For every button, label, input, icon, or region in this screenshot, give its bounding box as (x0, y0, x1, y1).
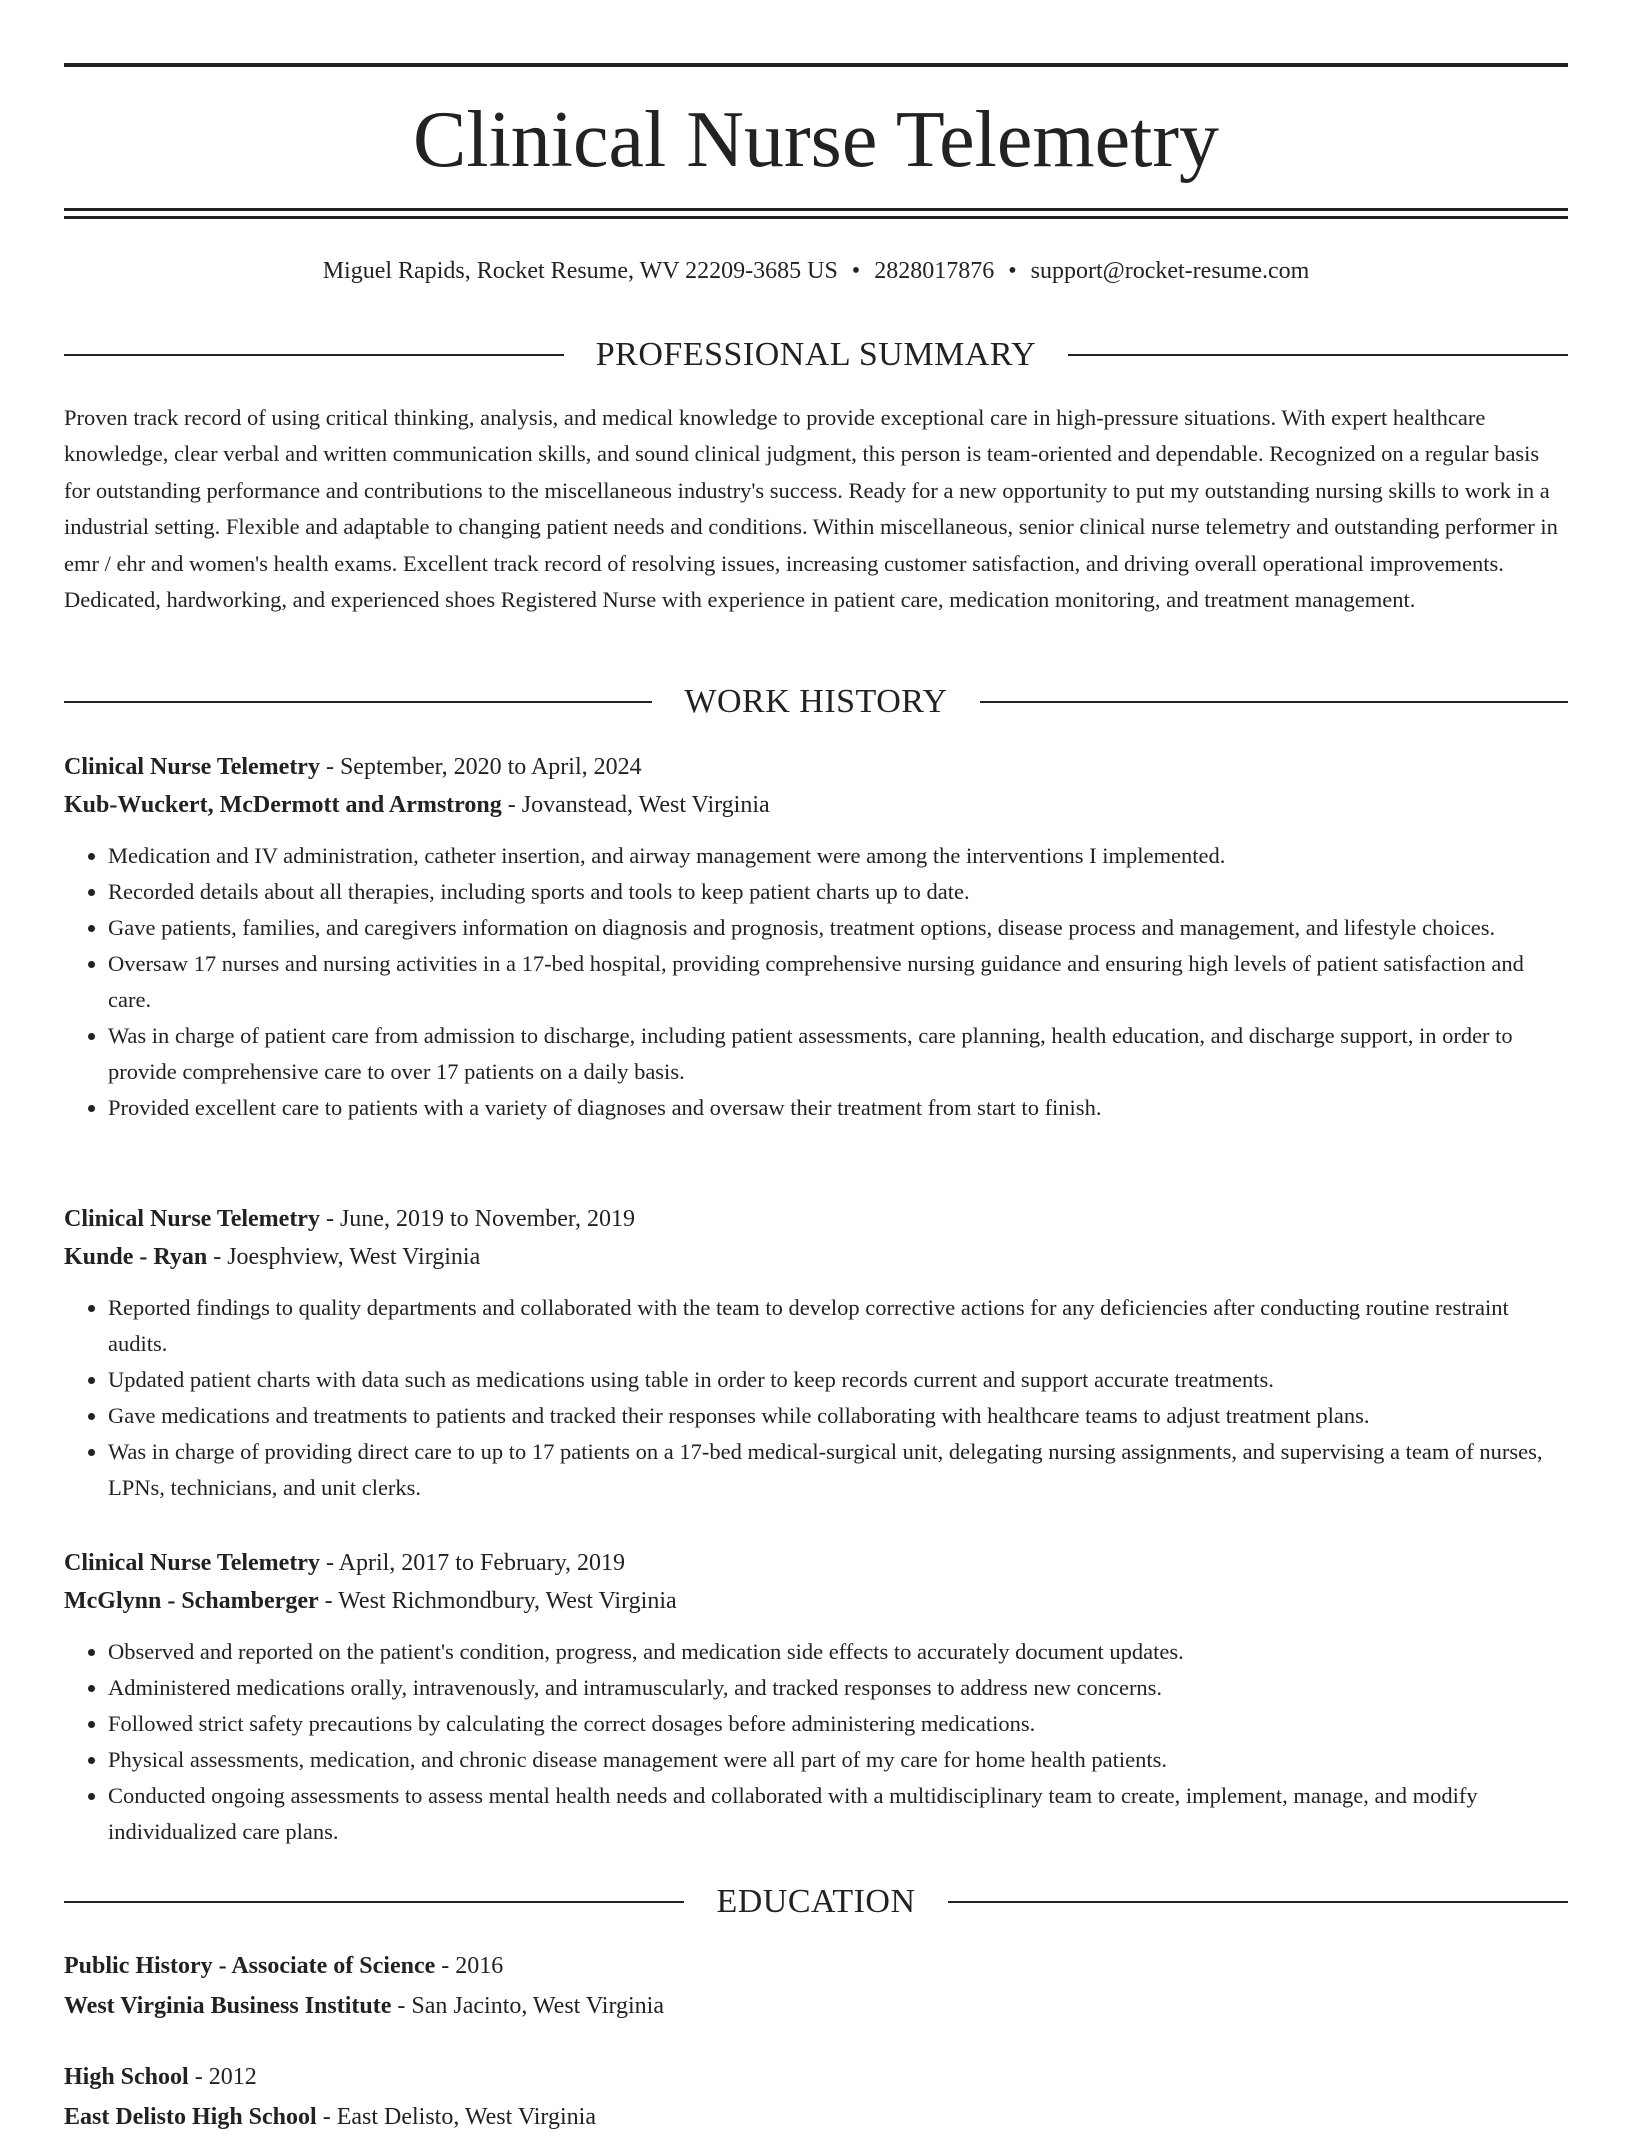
job-company-line (64, 1582, 1568, 1620)
list-item: • Recorded details about all therapies, including sports and tools to keep patient charts up to date. (108, 874, 1568, 910)
job-company-line (64, 1238, 1568, 1276)
education-school: West Virginia Business Institute (64, 1993, 392, 2019)
job-bullets (64, 1290, 1568, 1506)
section-heading-summary (64, 333, 1568, 377)
education-location: - San Jacinto, West Virginia (391, 1993, 664, 2019)
list-item: • Administered medications orally, intravenously, and intramuscularly, and tracked responses to address new concerns. (108, 1670, 1568, 1706)
contact-separator: • (1008, 258, 1017, 284)
title-rule-upper (64, 208, 1568, 211)
list-item: • Medication and IV administration, catheter insertion, and airway management were among the interventions I implemented. (108, 838, 1568, 874)
job-entry (64, 1200, 1568, 1506)
job-company: Kunde - Ryan (64, 1244, 208, 1270)
job-company: Kub-Wuckert, McDermott and Armstrong (64, 792, 502, 818)
section-heading-work (64, 680, 1568, 724)
section-rule (64, 1901, 684, 1903)
list-item: • Gave medications and treatments to patients and tracked their responses while collaborating with healthcare teams to adjust treatment plans. (108, 1398, 1568, 1434)
title-rule-lower (64, 216, 1568, 219)
job-bullets (64, 838, 1568, 1126)
list-item: • Provided excellent care to patients with a variety of diagnoses and oversaw their treatment from start to finish. (108, 1090, 1568, 1126)
list-item: • Reported findings to quality departments and collaborated with the team to develop corrective actions for any deficiencies after conducting routine restraint audits. (108, 1290, 1568, 1362)
job-entry (64, 748, 1568, 1126)
list-item: • Gave patients, families, and caregivers information on diagnosis and prognosis, treatment options, disease process and management, and lifestyle choices. (108, 910, 1568, 946)
education-location: - East Delisto, West Virginia (316, 2104, 596, 2130)
job-location: - West Richmondbury, West Virginia (318, 1588, 677, 1614)
education-year: - 2012 (188, 2064, 257, 2090)
contact-phone: 2828017876 (874, 258, 995, 284)
list-item: • Was in charge of providing direct care to up to 17 patients on a 17-bed medical-surgical unit, delegating nursing assignments, and supervising a team of nurses, LPNs, technicians, and unit clerks. (108, 1434, 1568, 1506)
education-school-line (64, 1987, 1568, 2025)
job-dates: - September, 2020 to April, 2024 (319, 754, 642, 780)
summary-text: Proven track record of using critical thinking, analysis, and medical knowledge to provide exceptional care in high-pressure situations. With expert healthcare knowledge, clear verbal and written communication skills, and sound clinical judgment, this person is team-oriented and dependable. Recognized on a regular basis for outstanding performance and contributions to the miscellaneous industry's success. Ready for a new opportunity to put my outstanding nursing skills to work in a industrial setting. Flexible and adaptable to changing patient needs and conditions. Within miscellaneous, senior clinical nurse telemetry and outstanding performer in emr / ehr and women's health exams. Excellent track record of resolving issues, increasing customer satisfaction, and driving overall operational improvements. Dedicated, hardworking, and experienced shoes Registered Nurse with experience in patient care, medication monitoring, and treatment management. (64, 405, 1558, 613)
section-rule (64, 701, 652, 703)
section-heading-education (64, 1880, 1568, 1924)
education-school: East Delisto High School (64, 2104, 317, 2130)
section-rule (64, 354, 564, 356)
list-item: • Followed strict safety precautions by calculating the correct dosages before administering medications. (108, 1706, 1568, 1742)
job-entry (64, 1544, 1568, 1850)
job-company: McGlynn - Schamberger (64, 1588, 319, 1614)
section-heading-label: PROFESSIONAL SUMMARY (595, 336, 1037, 373)
job-bullets (64, 1634, 1568, 1850)
job-title: Clinical Nurse Telemetry (64, 1550, 320, 1576)
list-item: • Observed and reported on the patient's condition, progress, and medication side effects to accurately document updates. (108, 1634, 1568, 1670)
education-entry (64, 1947, 1568, 2025)
resume-title: Clinical Nurse Telemetry (412, 96, 1219, 184)
list-item: • Physical assessments, medication, and chronic disease management were all part of my care for home health patients. (108, 1742, 1568, 1778)
education-degree-line (64, 1947, 1568, 1985)
education-degree: High School (64, 2064, 189, 2090)
list-item: • Oversaw 17 nurses and nursing activities in a 17-bed hospital, providing comprehensive nursing guidance and ensuring high levels of patient satisfaction and care. (108, 946, 1568, 1018)
job-location: - Joesphview, West Virginia (207, 1244, 481, 1270)
education-degree-line (64, 2058, 1568, 2096)
list-item: • Conducted ongoing assessments to assess mental health needs and collaborated with a multidisciplinary team to create, implement, manage, and modify individualized care plans. (108, 1778, 1568, 1850)
job-title: Clinical Nurse Telemetry (64, 1206, 320, 1232)
list-item: • Updated patient charts with data such as medications using table in order to keep records current and support accurate treatments. (108, 1362, 1568, 1398)
job-company-line (64, 786, 1568, 824)
contact-address: Miguel Rapids, Rocket Resume, WV 22209-3685 US (322, 258, 838, 284)
job-title-line (64, 748, 1568, 786)
job-title: Clinical Nurse Telemetry (64, 754, 320, 780)
job-dates: - June, 2019 to November, 2019 (319, 1206, 635, 1232)
contact-line (64, 254, 1568, 288)
education-year: - 2016 (435, 1953, 504, 1979)
contact-email: support@rocket-resume.com (1030, 258, 1310, 284)
education-school-line (64, 2098, 1568, 2136)
job-dates: - April, 2017 to February, 2019 (319, 1550, 626, 1576)
top-rule (64, 63, 1568, 67)
section-heading-label: EDUCATION (716, 1883, 916, 1920)
job-title-line (64, 1200, 1568, 1238)
section-rule (948, 1901, 1568, 1903)
section-rule (980, 701, 1568, 703)
section-rule (1068, 354, 1568, 356)
education-entry (64, 2058, 1568, 2136)
job-title-line (64, 1544, 1568, 1582)
job-location: - Jovanstead, West Virginia (501, 792, 770, 818)
section-heading-label: WORK HISTORY (684, 683, 948, 720)
list-item: • Was in charge of patient care from admission to discharge, including patient assessments, care planning, health education, and discharge support, in order to provide comprehensive care to over 17 patients on a daily basis. (108, 1018, 1568, 1090)
education-degree: Public History - Associate of Science (64, 1953, 436, 1979)
contact-separator: • (851, 258, 861, 284)
